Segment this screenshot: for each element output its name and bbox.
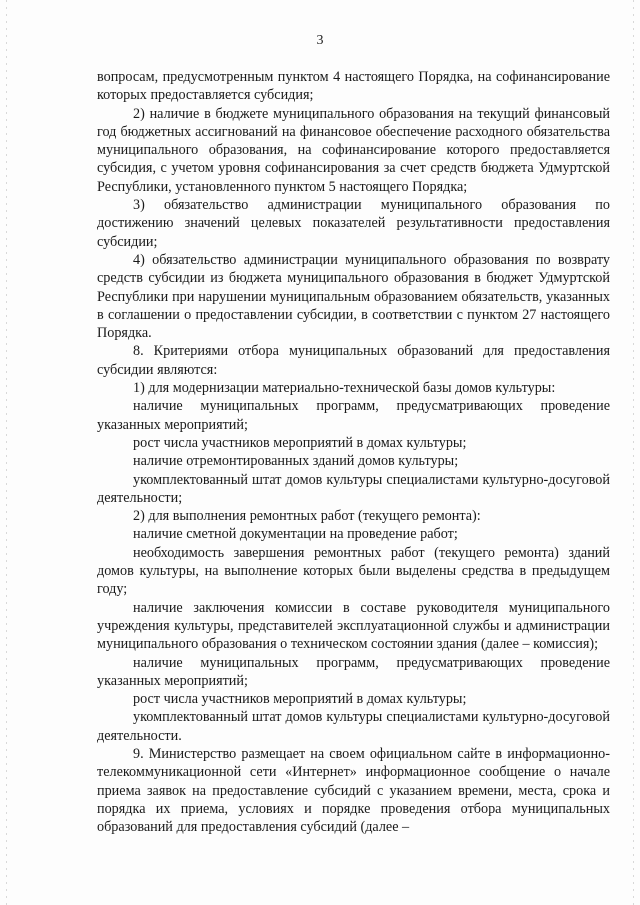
paragraph: 1) для модернизации материально-технической базы домов культуры: [133,380,556,397]
paragraph: вопросам, предусмотренным пунктом 4 настоящего Порядка, на софинансирование которых предоставляется субсидия; [97,69,610,104]
paragraph: 3) обязательство администрации муниципального образования по достижению значений целевых показателей результативности предоставления субсидии; [97,197,610,250]
paragraph: 8. Критериями отбора муниципальных образований для предоставления субсидии являются: [97,343,610,378]
paragraph: рост числа участников мероприятий в домах культуры; [133,434,467,451]
paragraph: укомплектованный штат домов культуры специалистами культурно-досуговой деятельности; [97,471,610,506]
paragraph: необходимость завершения ремонтных работ (текущего ремонта) зданий домов культуры, на выполнение которых были выделены средства в предыдущем году; [97,544,610,598]
paragraph: 2) для выполнения ремонтных работ (текущего ремонта): [133,508,481,525]
document-body [97,68,610,836]
page-number: 3 [316,33,324,48]
paragraph: наличие муниципальных программ, предусматривающих проведение указанных мероприятий; [97,654,610,689]
paragraph: 9. Министерство размещает на своем официальном сайте в информационно-телекоммуникационной сети «Интернет» информационное сообщение о начале приема заявок на предоставление субсидий с указанием времени, места, срока и порядка их приема, условиях и порядке проведения отбора муниципальных образований для предоставления субсидий (далее – [97,745,610,836]
paragraph: рост числа участников мероприятий в домах культуры; [133,691,467,708]
scan-edge-right [633,0,634,905]
paragraph: укомплектованный штат домов культуры специалистами культурно-досуговой деятельности. [97,709,610,744]
paragraph: наличие отремонтированных зданий домов культуры; [133,453,459,470]
paragraph: 2) наличие в бюджете муниципального образования на текущий финансовый год бюджетных ассигнований на финансовое обеспечение расходного обязательства муниципального образования, на софинансирование которого предоставляется субсидия, с учетом уровня софинансирования за счет средств бюджета Удмуртской Республики, установленного пунктом 5 настоящего Порядка; [97,105,610,195]
paragraph: наличие муниципальных программ, предусматривающих проведение указанных мероприятий; [97,398,610,433]
paragraph: наличие сметной документации на проведение работ; [133,526,458,543]
scan-edge-left [6,0,7,905]
paragraph: наличие заключения комиссии в составе руководителя муниципального учреждения культуры, представителей эксплуатационной службы и администрации муниципального образования о техническом состоянии здания (далее – комиссия); [97,599,610,653]
paragraph: 4) обязательство администрации муниципального образования по возврату средств субсидии из бюджета муниципального образования в бюджет Удмуртской Республики при нарушении муниципальным образованием обязательств, указанных в соглашении о предоставлении субсидии, в соответствии с пунктом 27 настоящего Порядка. [97,251,610,342]
